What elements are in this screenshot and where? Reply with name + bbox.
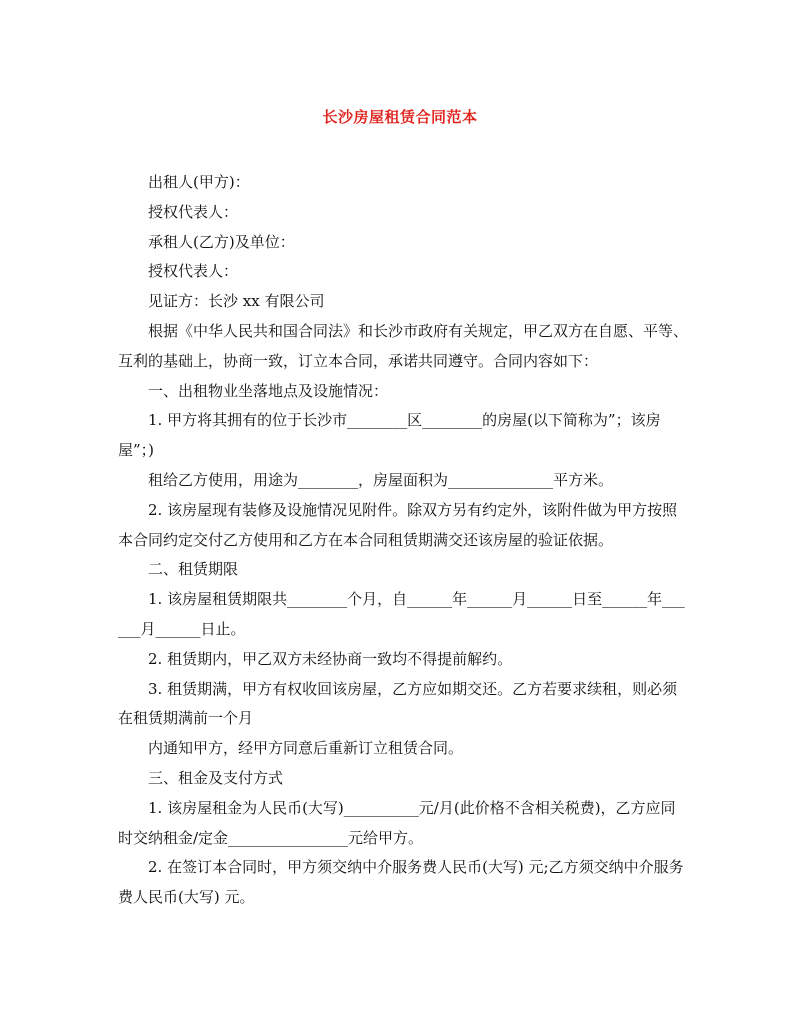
paragraph-witness: 见证方：长沙 xx 有限公司: [148, 292, 325, 311]
clause-2-2: 2. 租赁期内，甲乙双方未经协商一致均不得提前解约。: [148, 649, 513, 668]
clause-2-1: 1. 该房屋租赁期限共________个月，自______年______月______日至______年______月______日止。: [118, 590, 685, 638]
clause-1-2: 2. 该房屋现有装修及设施情况见附件。除双方另有约定外，该附件做为甲方按照本合同约定交付乙方使用和乙方在本合同租赁期满交还该房屋的验证依据。: [118, 500, 678, 549]
section-heading-rent: 三、租金及支付方式: [148, 768, 284, 787]
section-heading-location: 一、出租物业坐落地点及设施情况：: [148, 381, 389, 400]
paragraph-lessor-representative: 授权代表人：: [148, 202, 239, 221]
section-heading-term: 二、租赁期限: [148, 560, 239, 579]
document-body: [118, 168, 688, 913]
paragraph-lessor: 出租人(甲方)：: [148, 173, 250, 191]
paragraph-lessee: 承租人(乙方)及单位：: [148, 232, 295, 251]
clause-1-1: 1. 甲方将其拥有的位于长沙市________区________的房屋(以下简称为”；该房屋”；): [118, 411, 661, 460]
document-title: 长沙房屋租赁合同范本: [322, 108, 478, 126]
clause-2-3: 3. 租赁期满，甲方有权收回该房屋，乙方应如期交还。乙方若要求续租，则必须在租赁期满前一个月: [118, 679, 678, 728]
clause-3-2: 2. 在签订本合同时，甲方须交纳中介服务费人民币(大写) 元;乙方须交纳中介服务费人民币(大写) 元。: [118, 858, 684, 907]
paragraph-lessee-representative: 授权代表人：: [148, 262, 239, 281]
paragraph-preamble: 根据《中华人民共和国合同法》和长沙市政府有关规定，甲乙双方在自愿、平等、互利的基础上，协商一致，订立本合同，承诺共同遵守。合同内容如下：: [118, 321, 689, 370]
clause-3-1: 1. 该房屋租金为人民币(大写)__________元/月(此价格不含相关税费)，乙方应同时交纳租金/定金________________元给甲方。: [118, 798, 676, 847]
clause-1-1-continued: 租给乙方使用，用途为________，房屋面积为______________平方米。: [148, 470, 614, 489]
clause-2-3-continued: 内通知甲方，经甲方同意后重新订立租赁合同。: [148, 739, 464, 758]
